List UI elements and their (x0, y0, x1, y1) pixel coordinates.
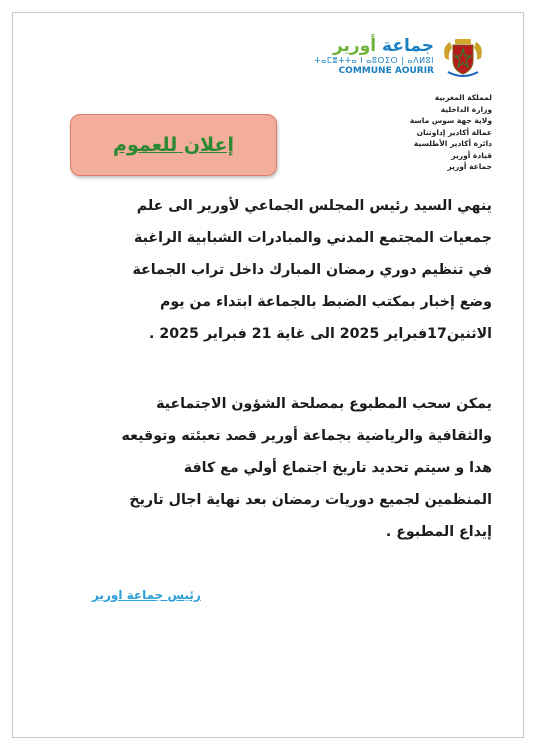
paragraph-line: الاثنين17فبراير 2025 الى غاية 21 فبراير 2025 . (149, 326, 492, 342)
paragraph-line: في تنظيم دوري رمضان المبارك داخل تراب الجماعة (132, 262, 492, 278)
logo-name-part1: جماعة (382, 36, 434, 56)
paragraph-line: جمعيات المجتمع المدني والمبادرات الشبابية الراغبة (134, 230, 492, 246)
administrative-hierarchy (382, 92, 492, 173)
hierarchy-line: عمالة أكادير إداوتنان (416, 127, 492, 137)
logo-name-french: COMMUNE AOURIR (338, 66, 434, 76)
moroccan-coat-of-arms-icon (440, 36, 486, 78)
logo-name-arabic (294, 36, 434, 56)
paragraph-line: هدا و سيتم تحديد تاريخ اجتماع أولي مع كافة (183, 460, 492, 476)
notice-paragraph-1 (42, 190, 492, 350)
logo-name-tifinagh: ⵜⴰⵎⴻⵜⵜⴰ ⵏ ⴰⵓⵔⵉⵔ | ⴰⴷⵍⵓⵏ (314, 56, 434, 65)
paragraph-line: يمكن سحب المطبوع بمصلحة الشؤون الاجتماعية (156, 396, 492, 412)
paragraph-line: المنظمين لجميع دوريات رمضان بعد نهاية اجال تاريخ (129, 492, 492, 508)
commune-logo (294, 36, 434, 77)
logo-name-part2: أورير (332, 36, 377, 56)
hierarchy-line: لمملكة المغربية (434, 93, 492, 102)
hierarchy-line: دائرة أكادير الأطلسية (413, 139, 492, 148)
announcement-banner (70, 114, 277, 176)
hierarchy-line: وزارة الداخلية (440, 104, 492, 114)
hierarchy-line: قيادة أورير (451, 150, 492, 160)
signature-link[interactable]: رئيس جماعة اورير (92, 588, 201, 602)
announcement-title: إعلان للعموم (113, 134, 234, 156)
paragraph-line: ينهي السيد رئيس المجلس الجماعي لأورير الى علم (136, 198, 492, 214)
hierarchy-line: جماعة أورير (447, 162, 492, 171)
notice-paragraph-2 (42, 388, 492, 548)
hierarchy-line: ولاية جهة سوس ماسة (409, 116, 492, 125)
paragraph-line: والثقافية والرياضية بجماعة أورير قصد تعبئته وتوقيعه (121, 428, 492, 444)
paragraph-line: إيداع المطبوع . (385, 524, 492, 540)
paragraph-line: وضع إخبار بمكتب الضبط بالجماعة ابتداء من يوم (159, 294, 492, 310)
